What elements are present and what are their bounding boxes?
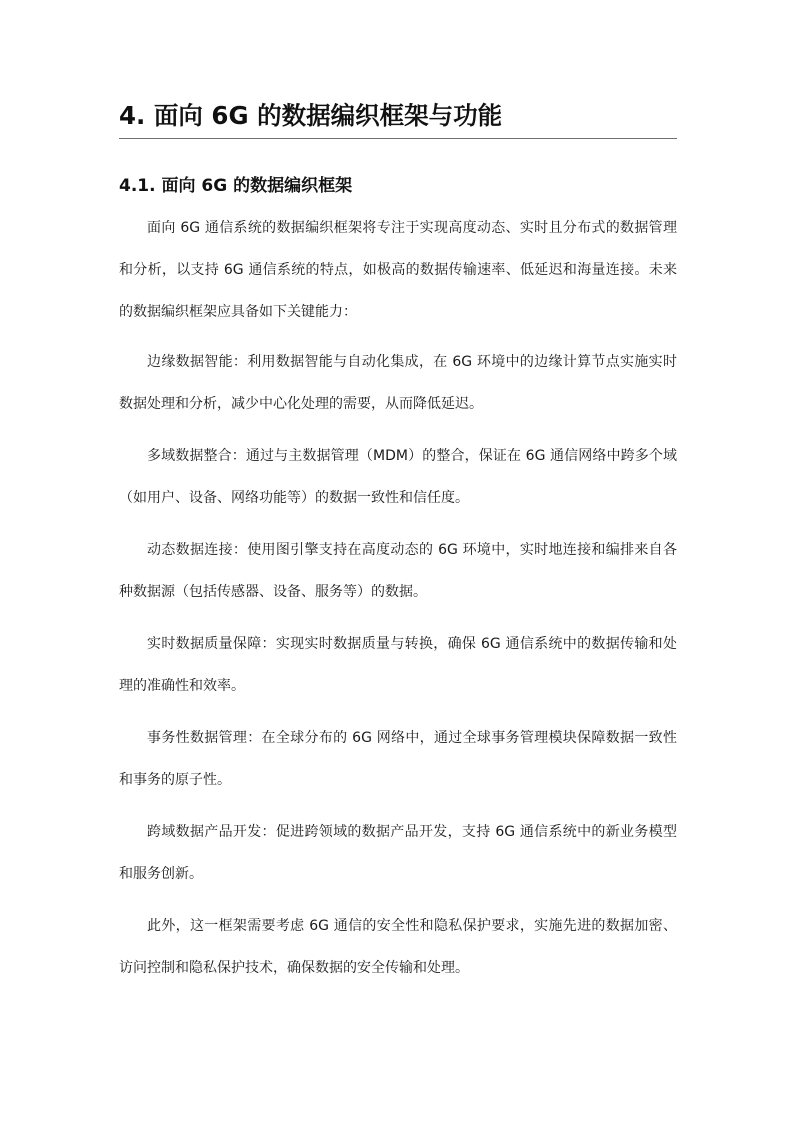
section-heading: 4. 面向 6G 的数据编织框架与功能 — [119, 101, 503, 130]
paragraph-security: 此外，这一框架需要考虑 6G 通信的安全性和隐私保护要求，实施先进的数据加密、访问控制和隐私保护技术，确保数据的安全传输和处理。 — [119, 918, 677, 976]
paragraph-dynamic-connection: 动态数据连接：使用图引擎支持在高度动态的 6G 环境中，实时地连接和编排来自各种数据源（包括传感器、设备、服务等）的数据。 — [119, 542, 677, 600]
paragraph-transaction: 事务性数据管理：在全球分布的 6G 网络中，通过全球事务管理模块保障数据一致性和事务的原子性。 — [119, 730, 677, 788]
heading-rule — [119, 138, 677, 139]
paragraph-data-product: 跨域数据产品开发：促进跨领域的数据产品开发，支持 6G 通信系统中的新业务模型和服务创新。 — [119, 824, 677, 882]
subsection-heading: 4.1. 面向 6G 的数据编织框架 — [119, 176, 353, 196]
paragraph-edge-intelligence: 边缘数据智能：利用数据智能与自动化集成，在 6G 环境中的边缘计算节点实施实时数据处理和分析，减少中心化处理的需要，从而降低延迟。 — [119, 354, 677, 412]
paragraph-multi-domain: 多域数据整合：通过与主数据管理（MDM）的整合，保证在 6G 通信网络中跨多个域（如用户、设备、网络功能等）的数据一致性和信任度。 — [119, 448, 677, 506]
paragraph-data-quality: 实时数据质量保障：实现实时数据质量与转换，确保 6G 通信系统中的数据传输和处理的准确性和效率。 — [119, 636, 677, 694]
paragraph-intro: 面向 6G 通信系统的数据编织框架将专注于实现高度动态、实时且分布式的数据管理和分析，以支持 6G 通信系统的特点，如极高的数据传输速率、低延迟和海量连接。未来的数据编织框架应具备如下关键能力： — [119, 220, 677, 320]
